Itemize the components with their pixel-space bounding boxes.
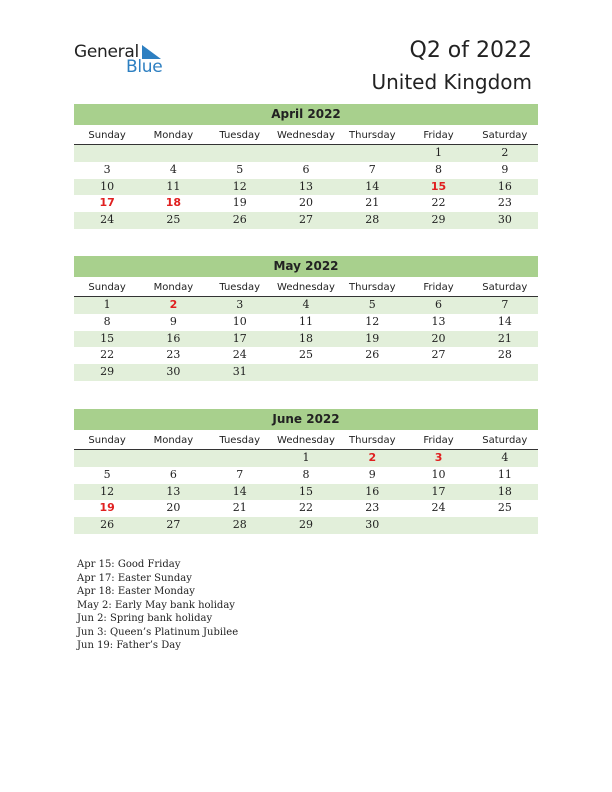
month-april bbox=[74, 104, 538, 229]
day-cell: 16 bbox=[365, 484, 380, 498]
week-row bbox=[74, 212, 538, 229]
day-cell: 10 bbox=[431, 467, 446, 481]
day-cell: 2 bbox=[169, 298, 178, 311]
day-cell: 25 bbox=[497, 501, 512, 515]
day-cell: 9 bbox=[501, 162, 509, 176]
day-cell: 15 bbox=[100, 331, 115, 345]
weekday-header-row bbox=[74, 125, 538, 145]
week-row bbox=[74, 162, 538, 179]
day-cell: 27 bbox=[298, 213, 313, 227]
day-cell: 16 bbox=[166, 331, 181, 345]
empty-day-cell bbox=[207, 145, 273, 162]
day-cell: 28 bbox=[232, 518, 247, 532]
weekday-label: Saturday bbox=[482, 435, 528, 446]
day-cell: 5 bbox=[236, 162, 244, 176]
day-cell: 30 bbox=[497, 213, 512, 227]
empty-day-cell bbox=[74, 145, 140, 162]
day-cell: 1 bbox=[435, 146, 443, 159]
logo-text-general: General bbox=[74, 42, 139, 62]
day-cell: 11 bbox=[166, 179, 181, 193]
day-cell: 19 bbox=[365, 331, 380, 345]
day-cell: 30 bbox=[365, 518, 380, 532]
day-cell: 25 bbox=[298, 348, 313, 362]
day-cell: 6 bbox=[169, 467, 177, 481]
day-cell: 24 bbox=[232, 348, 247, 362]
holiday-note: Apr 15: Good Friday bbox=[77, 559, 181, 570]
weekday-label: Sunday bbox=[88, 435, 126, 446]
weekday-label: Friday bbox=[423, 435, 454, 446]
weekday-label: Saturday bbox=[482, 130, 528, 141]
day-cell: 6 bbox=[302, 162, 310, 176]
day-cell: 13 bbox=[298, 179, 313, 193]
day-cell: 9 bbox=[169, 314, 177, 328]
day-cell: 25 bbox=[166, 213, 181, 227]
day-cell: 6 bbox=[435, 298, 443, 311]
month-may bbox=[74, 256, 538, 381]
week-row bbox=[74, 297, 538, 314]
day-cell: 18 bbox=[497, 484, 512, 498]
week-row bbox=[74, 364, 538, 381]
day-cell: 11 bbox=[497, 467, 512, 481]
country-name: United Kingdom bbox=[371, 70, 532, 94]
day-cell: 18 bbox=[165, 196, 182, 210]
empty-day-cell bbox=[74, 450, 140, 467]
day-cell: 29 bbox=[431, 213, 446, 227]
weekday-header-row bbox=[74, 430, 538, 450]
day-cell: 1 bbox=[103, 298, 111, 311]
logo-text-blue: Blue bbox=[126, 57, 163, 77]
week-row bbox=[74, 500, 538, 517]
day-cell: 31 bbox=[232, 365, 247, 379]
day-cell: 26 bbox=[365, 348, 380, 362]
day-cell: 18 bbox=[298, 331, 313, 345]
day-cell: 2 bbox=[368, 451, 377, 464]
month-title: April 2022 bbox=[74, 104, 538, 125]
holiday-note: Jun 3: Queen’s Platinum Jubilee bbox=[77, 626, 239, 638]
weekday-label: Monday bbox=[153, 435, 194, 446]
empty-day-cell bbox=[405, 364, 471, 381]
month-title: May 2022 bbox=[74, 256, 538, 277]
day-cell: 29 bbox=[298, 518, 313, 532]
day-cell: 12 bbox=[232, 179, 247, 193]
weekday-label: Tuesday bbox=[219, 435, 261, 446]
week-row bbox=[74, 517, 538, 534]
holiday-note: May 2: Early May bank holiday bbox=[77, 599, 235, 611]
empty-day-cell bbox=[405, 517, 471, 534]
weekday-label: Wednesday bbox=[277, 435, 335, 446]
empty-day-cell bbox=[273, 145, 339, 162]
day-cell: 2 bbox=[501, 146, 509, 159]
weekday-label: Friday bbox=[423, 282, 454, 293]
week-row bbox=[74, 195, 538, 212]
day-cell: 22 bbox=[100, 348, 115, 362]
week-row bbox=[74, 331, 538, 348]
day-cell: 21 bbox=[365, 196, 380, 210]
day-cell: 24 bbox=[100, 213, 115, 227]
day-cell: 14 bbox=[365, 179, 380, 193]
day-cell: 3 bbox=[103, 162, 111, 176]
weekday-label: Monday bbox=[153, 282, 194, 293]
day-cell: 14 bbox=[232, 484, 247, 498]
empty-day-cell bbox=[207, 450, 273, 467]
day-cell: 22 bbox=[431, 196, 446, 210]
day-cell: 21 bbox=[232, 501, 247, 515]
weekday-label: Thursday bbox=[349, 130, 396, 141]
day-cell: 4 bbox=[169, 162, 177, 176]
week-row bbox=[74, 314, 538, 331]
day-cell: 19 bbox=[99, 501, 115, 515]
holiday-note: Apr 17: Easter Sunday bbox=[77, 572, 192, 584]
day-cell: 26 bbox=[232, 213, 247, 227]
day-cell: 28 bbox=[365, 213, 380, 227]
empty-day-cell bbox=[273, 364, 339, 381]
day-cell: 10 bbox=[232, 314, 247, 328]
day-cell: 21 bbox=[497, 331, 512, 345]
week-row bbox=[74, 467, 538, 484]
day-cell: 19 bbox=[232, 196, 247, 210]
weekday-label: Monday bbox=[153, 130, 194, 141]
day-cell: 13 bbox=[431, 314, 446, 328]
day-cell: 5 bbox=[103, 467, 111, 481]
weekday-label: Wednesday bbox=[277, 130, 335, 141]
day-cell: 27 bbox=[431, 348, 446, 362]
weekday-label: Sunday bbox=[88, 130, 126, 141]
day-cell: 4 bbox=[302, 298, 310, 311]
weekday-label: Tuesday bbox=[219, 282, 261, 293]
day-cell: 10 bbox=[100, 179, 115, 193]
day-cell: 29 bbox=[100, 365, 115, 379]
weekday-label: Tuesday bbox=[219, 130, 261, 141]
day-cell: 12 bbox=[100, 484, 115, 498]
day-cell: 4 bbox=[501, 451, 509, 464]
holiday-note: Jun 2: Spring bank holiday bbox=[77, 613, 213, 624]
day-cell: 23 bbox=[365, 501, 380, 515]
day-cell: 20 bbox=[431, 331, 446, 345]
day-cell: 12 bbox=[365, 314, 380, 328]
weekday-label: Thursday bbox=[349, 435, 396, 446]
day-cell: 7 bbox=[368, 162, 376, 176]
day-cell: 15 bbox=[298, 484, 313, 498]
day-cell: 7 bbox=[236, 467, 244, 481]
weekday-label: Thursday bbox=[349, 282, 396, 293]
week-row bbox=[74, 145, 538, 162]
day-cell: 20 bbox=[166, 501, 181, 515]
month-june bbox=[74, 409, 538, 534]
day-cell: 13 bbox=[166, 484, 181, 498]
day-cell: 28 bbox=[497, 348, 512, 362]
day-cell: 30 bbox=[166, 365, 181, 379]
day-cell: 20 bbox=[298, 196, 313, 210]
day-cell: 5 bbox=[368, 298, 376, 311]
day-cell: 17 bbox=[232, 331, 247, 345]
holiday-notes bbox=[77, 558, 238, 653]
empty-day-cell bbox=[472, 364, 538, 381]
day-cell: 1 bbox=[302, 451, 310, 464]
week-row bbox=[74, 450, 538, 467]
day-cell: 17 bbox=[431, 484, 446, 498]
day-cell: 11 bbox=[298, 314, 313, 328]
day-cell: 23 bbox=[497, 196, 512, 210]
weekday-header-row bbox=[74, 277, 538, 297]
week-row bbox=[74, 484, 538, 501]
day-cell: 26 bbox=[100, 518, 115, 532]
day-cell: 8 bbox=[302, 467, 310, 481]
day-cell: 22 bbox=[298, 501, 313, 515]
day-cell: 14 bbox=[497, 314, 512, 328]
week-row bbox=[74, 347, 538, 364]
holiday-note: Apr 18: Easter Monday bbox=[77, 586, 195, 597]
month-title: June 2022 bbox=[74, 409, 538, 430]
day-cell: 23 bbox=[166, 348, 181, 362]
empty-day-cell bbox=[140, 450, 206, 467]
day-cell: 24 bbox=[431, 501, 446, 515]
weekday-label: Sunday bbox=[88, 282, 126, 293]
holiday-note: Jun 19: Father’s Day bbox=[77, 640, 181, 651]
day-cell: 3 bbox=[236, 298, 244, 311]
day-cell: 3 bbox=[434, 451, 443, 464]
logo bbox=[74, 42, 174, 78]
empty-day-cell bbox=[339, 364, 405, 381]
day-cell: 8 bbox=[103, 314, 111, 328]
week-row bbox=[74, 179, 538, 196]
empty-day-cell bbox=[339, 145, 405, 162]
day-cell: 17 bbox=[99, 196, 115, 210]
day-cell: 7 bbox=[501, 298, 509, 311]
weekday-label: Friday bbox=[423, 130, 454, 141]
empty-day-cell bbox=[140, 145, 206, 162]
day-cell: 9 bbox=[368, 467, 376, 481]
day-cell: 27 bbox=[166, 518, 181, 532]
page-title: Q2 of 2022 bbox=[409, 38, 532, 63]
day-cell: 16 bbox=[497, 179, 512, 193]
day-cell: 8 bbox=[435, 162, 443, 176]
empty-day-cell bbox=[472, 517, 538, 534]
weekday-label: Saturday bbox=[482, 282, 528, 293]
day-cell: 15 bbox=[430, 179, 447, 193]
weekday-label: Wednesday bbox=[277, 282, 335, 293]
